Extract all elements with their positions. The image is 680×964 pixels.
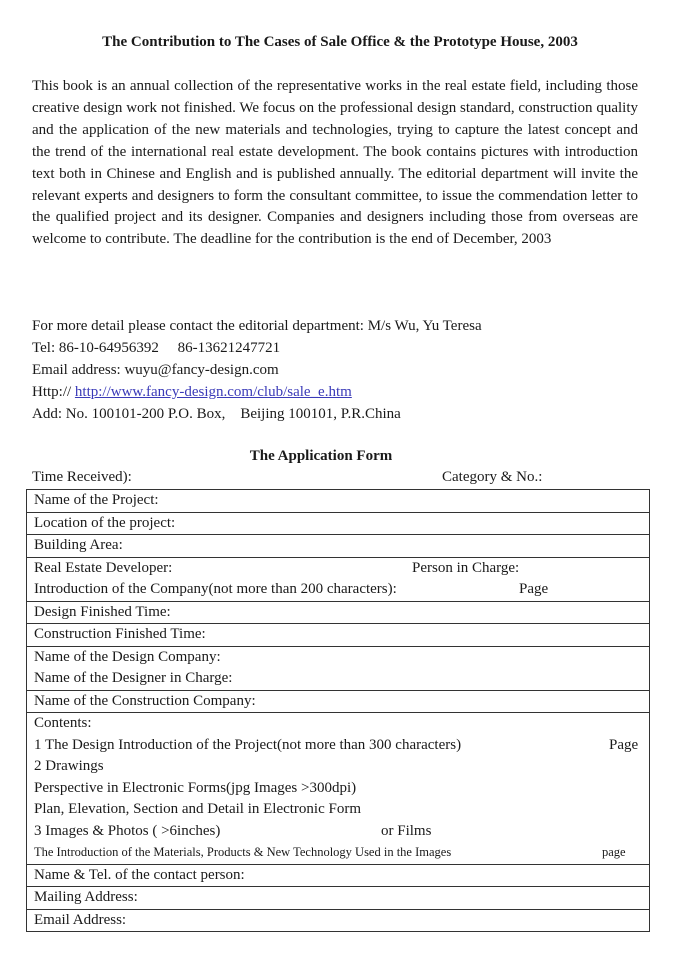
application-form [26,489,650,932]
field-label: Introduction of the Company(not more than 200 characters): [34,581,397,597]
website-link[interactable]: http://www.fancy-design.com/club/sale_e.htm [74,383,352,400]
field-label: Name of the Design Company: [34,648,221,665]
contact-email: Email address: wuyu@fancy-design.com [32,361,279,378]
field-label: Person in Charge: [412,559,520,576]
contact-line: For more detail please contact the editorial department: M/s Wu, Yu Teresa [32,318,482,334]
form-row-project-location[interactable] [27,513,649,536]
contact-tel: Tel: 86-10-64956392 86-13621247721 [32,339,281,356]
content-item: Plan, Elevation, Section and Detail in Electronic Form [34,801,362,817]
field-label: Mailing Address: [34,889,138,905]
form-row-contact-person[interactable] [27,865,649,888]
form-row-construction-finished[interactable] [27,624,649,647]
page-label: page [602,845,626,859]
field-label: Real Estate Developer: [34,559,173,576]
content-item: 1 The Design Introduction of the Project(not more than 300 characters) [34,736,462,753]
category-label: Category & No.: [442,469,543,485]
field-label: Name of the Construction Company: [34,692,256,709]
form-row-building-area[interactable] [27,535,649,558]
form-row-design-company[interactable] [27,647,649,691]
field-label: Construction Finished Time: [34,626,206,642]
field-label: Name & Tel. of the contact person: [34,866,245,883]
form-row-developer[interactable] [27,558,649,602]
content-item: Perspective in Electronic Forms(jpg Images >300dpi) [34,779,357,796]
http-prefix: Http:// [32,383,75,400]
contact-address: Add: No. 100101-200 P.O. Box, Beijing 100101, P.R.China [32,405,401,422]
intro-paragraph: This book is an annual collection of the representative works in the real estate field, including those creative design work not finished. We focus on the professional design standard, construction quality and the application of the new materials and technologies, trying to capture the latest concept and the trend of the international real estate development. The book contains pictures with introduction text both in Chinese and English and is published annually. The editorial department will invite the relevant experts and designers to form the consultant committee, to issue the commendation letter to the qualified project and its designer. Companies and designers including those from overseas are welcome to contribute. The deadline for the contribution is the end of December, 2003 [32,78,638,248]
content-item: or Films [381,822,432,839]
field-label: Contents: [34,715,92,731]
form-row-contents[interactable] [27,713,649,865]
contact-website [32,382,642,404]
form-header-row [32,469,632,489]
field-label: Location of the project: [34,514,176,531]
content-item: 2 Drawings [34,758,104,774]
form-row-design-finished[interactable] [27,602,649,625]
field-label: Design Finished Time: [34,603,171,620]
field-label: Name of the Project: [34,492,159,508]
time-received-label: Time Received): [32,469,132,485]
document-title: The Contribution to The Cases of Sale Office & the Prototype House, 2003 [102,34,578,50]
form-title: The Application Form [249,448,393,464]
page-label: Page [609,736,639,753]
contact-block [32,316,642,426]
field-label: Name of the Designer in Charge: [34,670,233,686]
field-label: Building Area: [34,537,123,553]
content-item: The Introduction of the Materials, Products & New Technology Used in the Images [34,845,452,859]
content-item: 3 Images & Photos ( >6inches) [34,822,221,839]
form-row-project-name[interactable] [27,490,649,513]
form-row-construction-company[interactable] [27,691,649,714]
form-row-email-address[interactable] [27,910,649,933]
field-label: Email Address: [34,911,127,928]
page-label: Page [519,581,549,597]
form-row-mailing-address[interactable] [27,887,649,910]
